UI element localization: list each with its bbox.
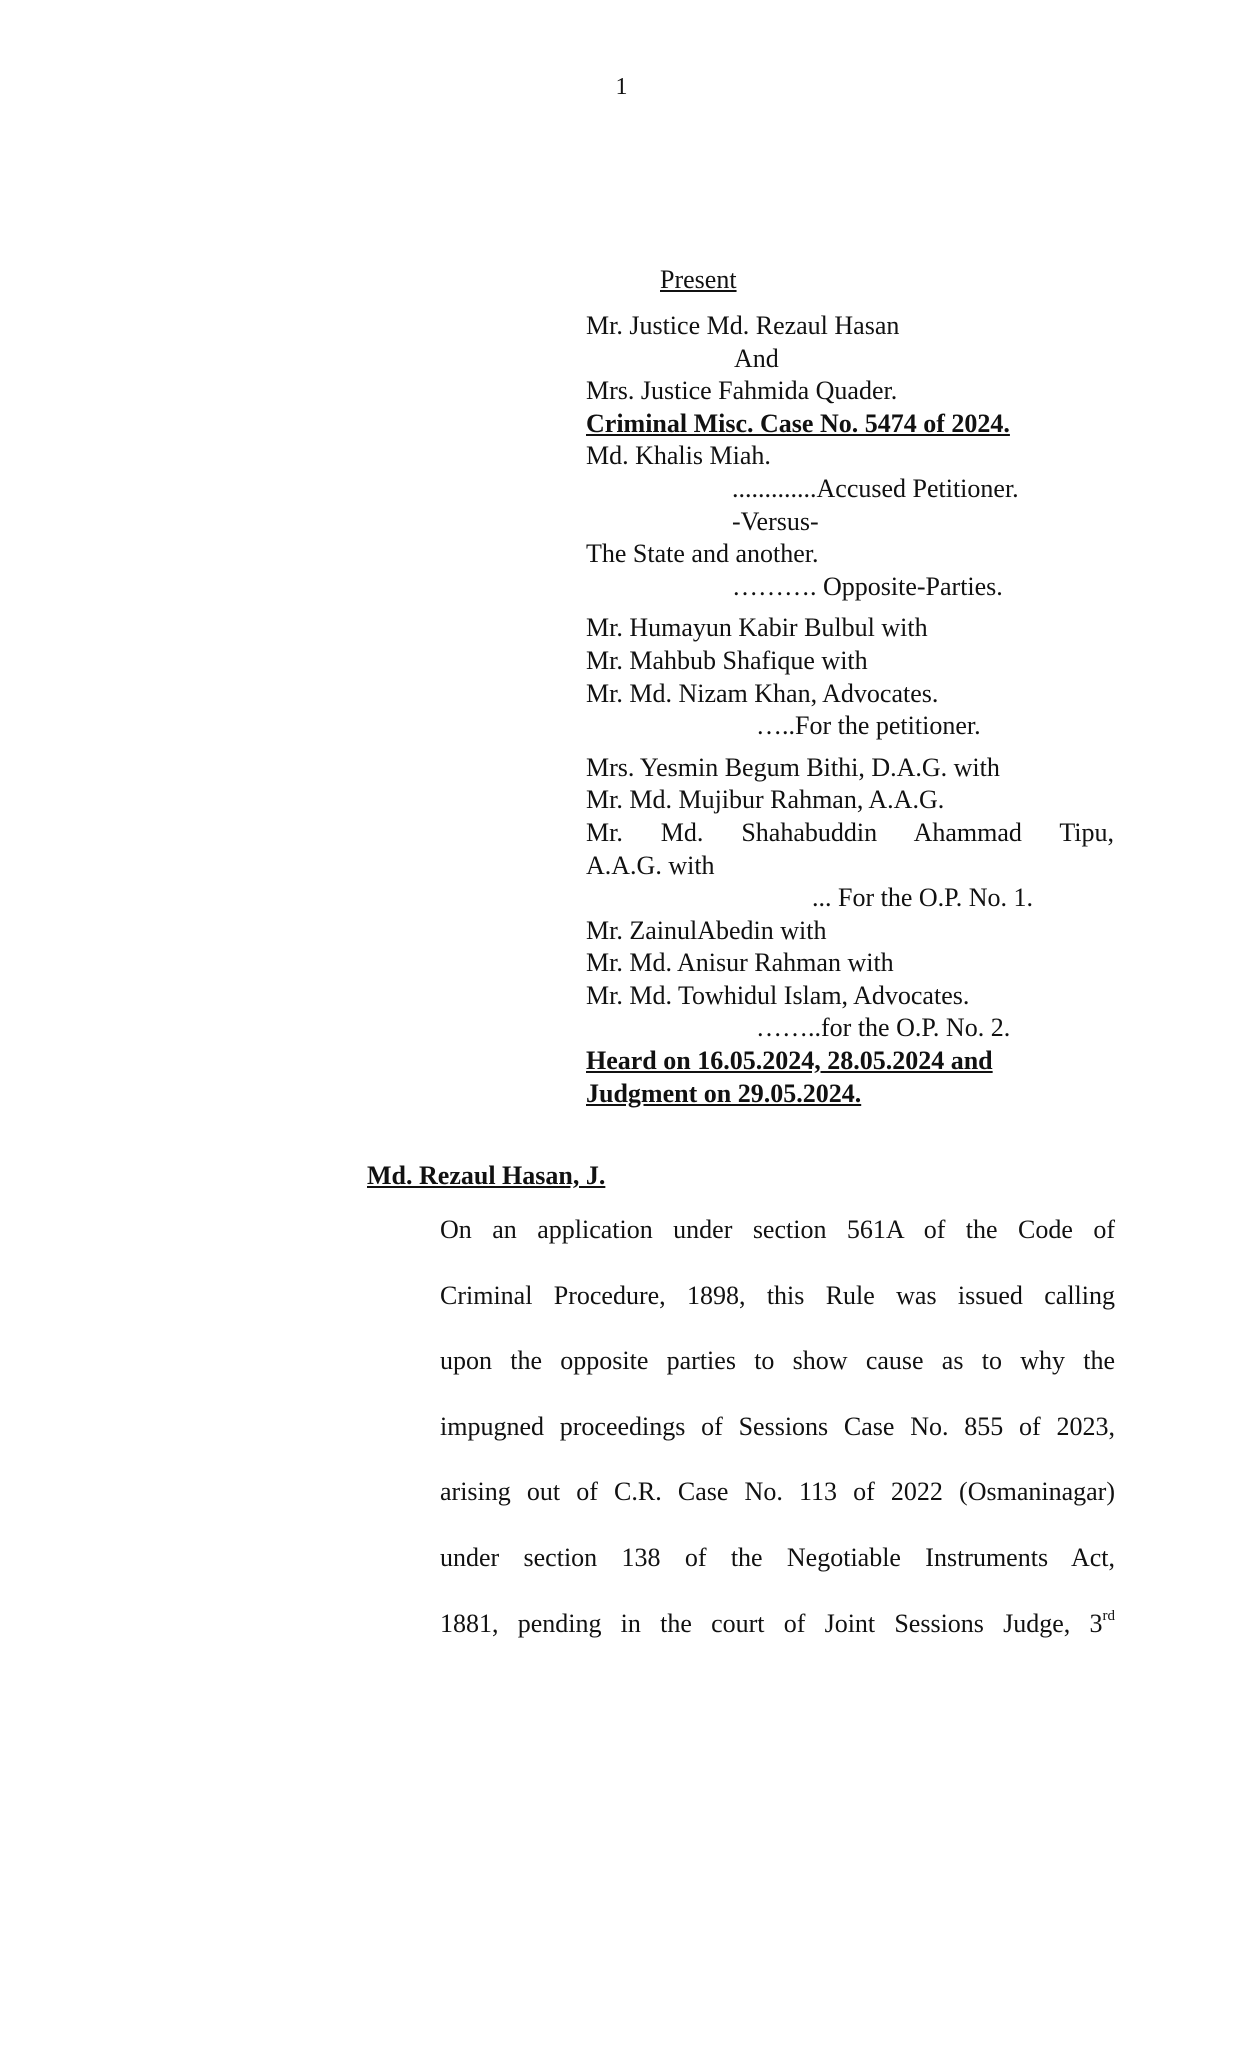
counsel-line: Mr. Humayun Kabir Bulbul with: [586, 613, 928, 643]
body-line: On an application under section 561A of the Code of: [440, 1215, 1115, 1244]
body-line: arising out of C.R. Case No. 113 of 2022 (Osmaninagar): [440, 1477, 1115, 1507]
judgment-date: Judgment on 29.05.2024.: [586, 1078, 862, 1108]
present-label: Present: [660, 265, 737, 294]
counsel-line: Mr. Md. Towhidul Islam, Advocates.: [586, 980, 970, 1010]
counsel-line-justified: [586, 817, 1114, 850]
and-label: And: [734, 343, 779, 373]
body-line: under section 138 of the Negotiable Instruments Act,: [440, 1542, 1115, 1572]
case-header-block: [586, 310, 1114, 1110]
body-line-last: [440, 1608, 1115, 1674]
respondent-name: The State and another.: [586, 539, 819, 569]
counsel-role: ……..for the O.P. No. 2.: [756, 1013, 1011, 1043]
heard-dates: Heard on 16.05.2024, 28.05.2024 and: [586, 1046, 993, 1076]
counsel-line: Mr. Md. Anisur Rahman with: [586, 948, 894, 978]
judge-name: Mrs. Justice Fahmida Quader.: [586, 376, 898, 406]
counsel-role: ... For the O.P. No. 1.: [812, 883, 1034, 913]
respondent-role: ………. Opposite-Parties.: [732, 571, 1003, 601]
ordinal-suffix: rd: [1102, 1607, 1115, 1624]
petitioner-role: .............Accused Petitioner.: [732, 473, 1019, 503]
counsel-word: Ahammad: [913, 817, 1022, 847]
counsel-line: Mr. Md. Mujibur Rahman, A.A.G.: [586, 785, 945, 815]
counsel-word: Shahabuddin: [741, 817, 878, 847]
case-number: Criminal Misc. Case No. 5474 of 2024.: [586, 408, 1010, 438]
counsel-line: Mr. ZainulAbedin with: [586, 915, 827, 945]
page-number: 1: [615, 74, 628, 100]
counsel-line: Mr. Mahbub Shafique with: [586, 645, 868, 675]
counsel-line: Mr. Md. Nizam Khan, Advocates.: [586, 678, 939, 708]
counsel-role: …..For the petitioner.: [756, 711, 981, 741]
counsel-line: Mrs. Yesmin Begum Bithi, D.A.G. with: [586, 752, 1000, 782]
body-line: impugned proceedings of Sessions Case No. 855 of 2023,: [440, 1411, 1115, 1441]
body-line: upon the opposite parties to show cause as to why the: [440, 1346, 1115, 1376]
body-line-text: 1881, pending in the court of Joint Sessions Judge, 3: [440, 1608, 1103, 1638]
counsel-word: Md.: [660, 817, 704, 847]
body-line: Criminal Procedure, 1898, this Rule was issued calling: [440, 1280, 1115, 1310]
judgment-body: [440, 1214, 1115, 1673]
petitioner-name: Md. Khalis Miah.: [586, 441, 771, 471]
author-name: Md. Rezaul Hasan, J.: [367, 1161, 606, 1190]
counsel-line: A.A.G. with: [586, 850, 715, 880]
judge-name: Mr. Justice Md. Rezaul Hasan: [586, 311, 900, 340]
counsel-word: Tipu,: [1059, 817, 1115, 847]
versus-label: -Versus-: [732, 506, 819, 536]
counsel-word: Mr.: [586, 817, 623, 847]
